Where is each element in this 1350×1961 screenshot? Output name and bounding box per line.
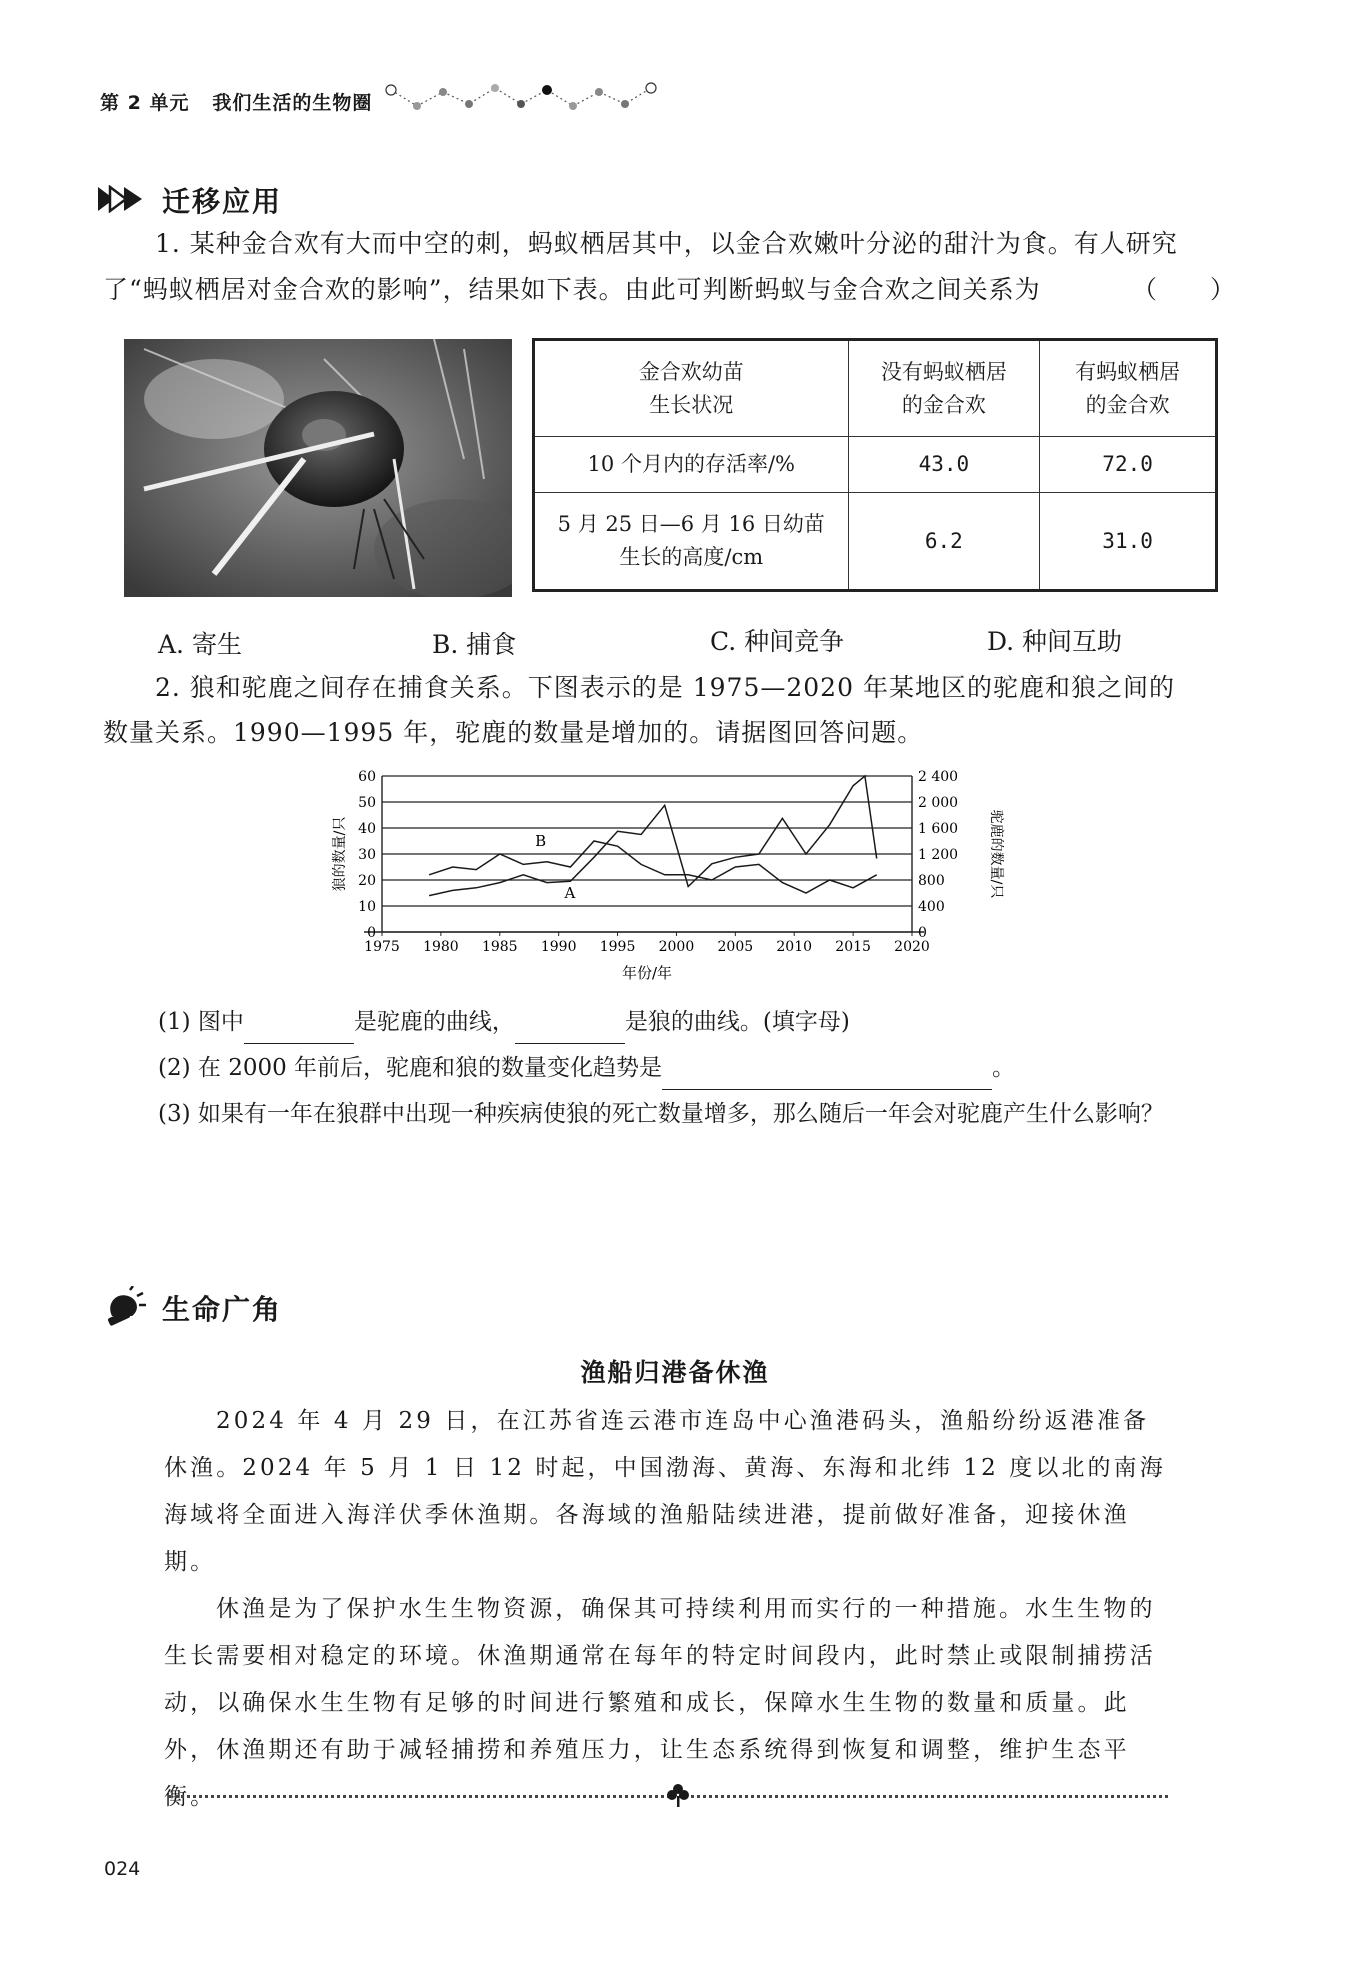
table-row [534,493,1217,591]
y-left-tick-label: 40 [358,821,376,837]
table-header-cell: 有蚂蚁栖居 的金合欢 [1040,340,1217,437]
x-tick-label: 1980 [423,939,459,955]
unit-header [100,88,372,115]
x-tick-label: 1985 [481,939,518,955]
unit-number: 第 2 单元 [100,92,190,114]
article-paragraph-2: 休渔是为了保护水生生物资源，确保其可持续利用而实行的一种措施。水生生物的生长需要相对稳定的环境。休渔期通常在每年的特定时间段内，此时禁止或限制捕捞活动，以确保水生生物有足够的时间进行繁殖和成长，保障水生生物的数量和质量。此外，休渔期还有助于减轻捕捞和养殖压力，让生态系统得到恢复和调整，维护生态平衡。 [164,1596,1156,1810]
table-cell: 10 个月内的存活率/% [534,437,849,493]
unit-title: 我们生活的生物圈 [212,92,373,114]
y-axis-label-right: 驼鹿的数量/只 [988,809,1004,899]
table-cell: 72.0 [1040,437,1217,493]
table-cell: 43.0 [848,437,1040,493]
article-body [164,1398,1174,1821]
series-label-b: B [535,832,547,851]
q1-line2: 了“蚂蚁栖居对金合欢的影响”，结果如下表。由此可判断蚂蚁与金合欢之间关系为 [103,275,1041,304]
y-left-tick-label: 0 [367,925,376,941]
x-tick-label: 1975 [364,939,400,955]
q2-line1: 2. 狼和驼鹿之间存在捕食关系。下图表示的是 1975—2020 年某地区的驼鹿和狼之间的 [155,673,1175,702]
y-right-tick-label: 2 000 [918,795,959,811]
y-left-tick-label: 30 [358,847,376,863]
x-axis-label: 年份/年 [621,964,673,982]
y-right-tick-label: 0 [918,925,927,941]
answer-blank-2[interactable] [515,1017,625,1044]
x-tick-label: 2010 [776,939,813,955]
answer-blank-3[interactable] [662,1063,992,1090]
x-tick-label: 2005 [717,939,754,955]
y-left-tick-label: 20 [358,873,376,889]
option-b: B. 捕食 [432,630,517,659]
header-decoration [385,78,675,114]
section-title-transfer: 迁移应用 [162,185,283,218]
option-c: C. 种间竞争 [710,627,845,656]
table-header-cell: 没有蚂蚁栖居 的金合欢 [848,340,1040,437]
article-title: 渔船归港备休渔 [580,1358,770,1387]
series-line-a [429,776,877,896]
page-number: 024 [104,1858,141,1880]
x-tick-label: 2020 [894,939,930,955]
ant-acacia-table [532,338,1218,592]
light-bulb-icon [104,1286,150,1326]
table-cell: 6.2 [848,493,1040,591]
y-left-tick-label: 50 [358,795,376,811]
y-right-tick-label: 400 [918,899,945,915]
y-right-tick-label: 1 600 [918,821,959,837]
q2-line2: 数量关系。1990—1995 年，驼鹿的数量是增加的。请据图回答问题。 [103,718,924,747]
table-header-row [534,340,1217,437]
chart-lines [429,776,877,896]
q2-sub1: (1) 图中 是驼鹿的曲线， 是狼的曲线。(填字母) [158,1000,850,1044]
x-tick-label: 2000 [658,939,695,955]
option-a: A. 寄生 [158,630,242,659]
table-cell: 31.0 [1040,493,1217,591]
y-right-tick-label: 2 400 [918,769,959,785]
y-axis-label-left: 狼的数量/只 [332,816,348,892]
x-tick-label: 2015 [835,939,871,955]
y-left-tick-label: 60 [358,769,376,785]
q1-answer-bracket: （ ） [1132,275,1237,304]
wolf-moose-chart [330,760,1010,1000]
clover-icon [666,1782,690,1808]
chart-grid [382,776,912,932]
y-right-tick-label: 1 200 [918,847,959,863]
answer-blank-1[interactable] [244,1017,354,1044]
q1-line1: 1. 某种金合欢有大而中空的刺，蚂蚁栖居其中，以金合欢嫩叶分泌的甜汁为食。有人研究 [155,229,1178,258]
q2-sub3: (3) 如果有一年在狼群中出现一种疾病使狼的死亡数量增多，那么随后一年会对驼鹿产生什么影响？ [158,1101,1164,1127]
section-title-life: 生命广角 [162,1293,283,1326]
fast-forward-icon [96,185,152,213]
table-row [534,437,1217,493]
acacia-photo [124,339,512,597]
y-right-tick-label: 800 [918,873,945,889]
option-d: D. 种间互助 [987,627,1123,656]
table-cell: 5 月 25 日—6 月 16 日幼苗 生长的高度/cm [534,493,849,591]
x-tick-label: 1995 [599,939,636,955]
q2-sub2: (2) 在 2000 年前后，驼鹿和狼的数量变化趋势是 。 [158,1046,1015,1090]
table-header-cell: 金合欢幼苗 生长状况 [534,340,849,437]
series-label-a: A [564,884,576,903]
x-tick-label: 1990 [540,939,577,955]
y-left-tick-label: 10 [358,899,376,915]
article-paragraph-1: 2024 年 4 月 29 日，在江苏省连云港市连岛中心渔港码头，渔船纷纷返港准备休渔。2024 年 5 月 1 日 12 时起，中国渤海、黄海、东海和北纬 12 度以北的南海海域将全面进入海洋伏季休渔期。各海域的渔船陆续进港，提前做好准备，迎接休渔期。 [164,1408,1166,1575]
